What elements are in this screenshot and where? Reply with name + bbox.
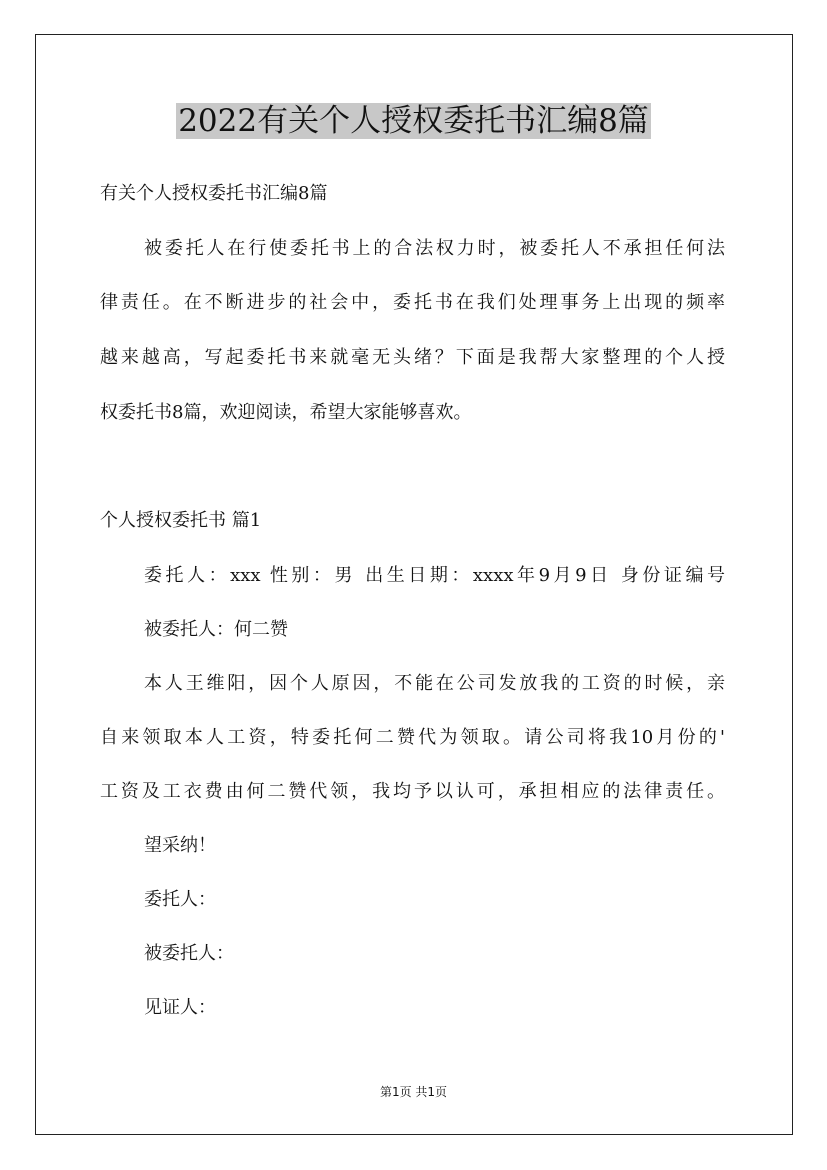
- document-title-text: 2022有关个人授权委托书汇编8篇: [178, 103, 649, 139]
- document-title: [0, 99, 827, 143]
- body-line-1: 本人王维阳，因个人原因，不能在公司发放我的工资的时候，亲: [144, 673, 725, 694]
- closing-line: 望采纳！: [144, 835, 216, 856]
- body-line-2: 自来领取本人工资，特委托何二赞代为领取。请公司将我10月份的': [100, 727, 725, 748]
- signature-agent: 被委托人：: [144, 943, 234, 964]
- intro-line-1: 被委托人在行使委托书上的合法权力时，被委托人不承担任何法: [144, 238, 725, 259]
- agent-info-line: 被委托人：何二赞: [144, 619, 288, 640]
- page-footer: 第1页 共1页: [379, 1085, 448, 1099]
- intro-line-4: 权委托书8篇，欢迎阅读，希望大家能够喜欢。: [100, 402, 472, 423]
- signature-principal: 委托人：: [144, 889, 216, 910]
- intro-line-2: 律责任。在不断进步的社会中，委托书在我们处理事务上出现的频率: [100, 292, 725, 313]
- section-heading: 个人授权委托书 篇1: [100, 510, 262, 531]
- document-subtitle: 有关个人授权委托书汇编8篇: [100, 183, 328, 204]
- body-line-3: 工资及工衣费由何二赞代领，我均予以认可，承担相应的法律责任。: [100, 781, 725, 802]
- intro-line-3: 越来越高，写起委托书来就毫无头绪？下面是我帮大家整理的个人授: [100, 347, 725, 368]
- principal-info-line: 委托人：xxx 性别：男 出生日期：xxxx年9月9日 身份证编号: [144, 565, 725, 586]
- signature-witness: 见证人：: [144, 997, 216, 1018]
